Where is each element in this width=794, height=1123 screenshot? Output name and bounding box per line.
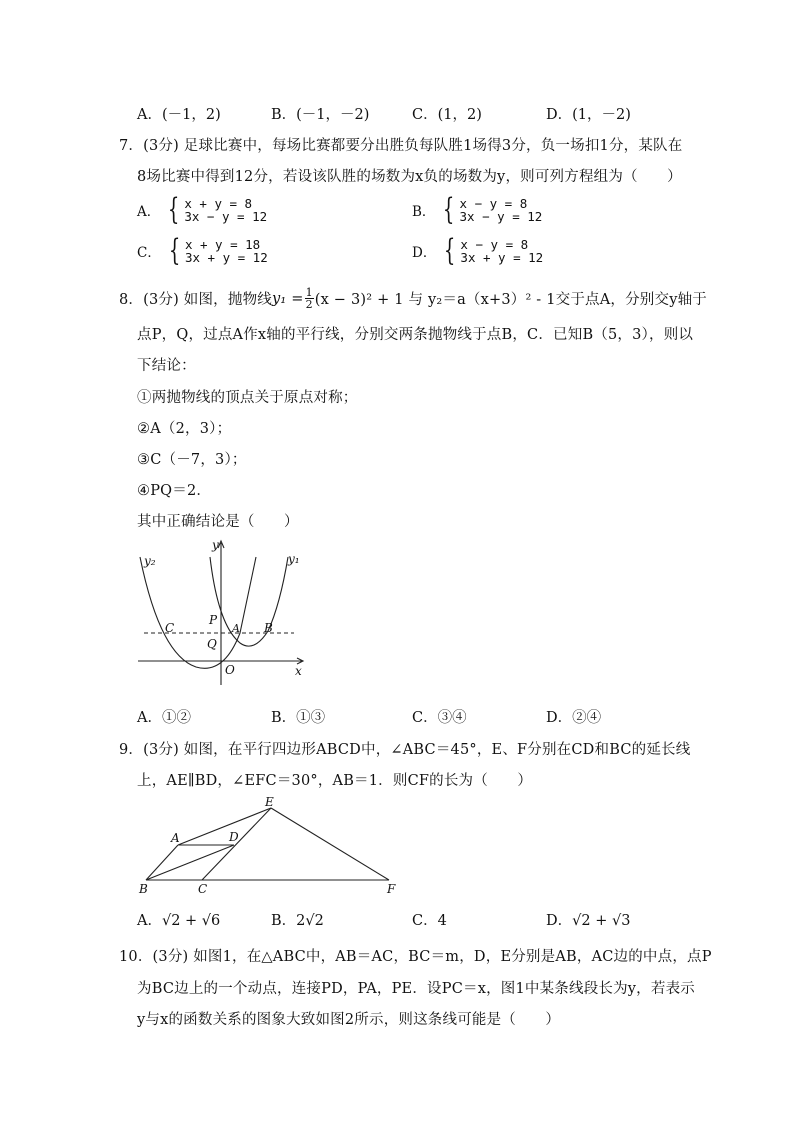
q9-line-1: 9．(3分) 如图，在平行四边形ABCD中，∠ABC＝45°，E、F分别在CD和BC的延长线 [119,742,691,758]
label-a: A [171,831,180,845]
label-e: E [265,795,274,809]
equation: x + y = 18 [184,237,261,252]
q8-y1: y₁ = [271,290,304,307]
segment-bd [146,845,234,880]
equation: 3x + y = 12 [460,250,544,265]
q9-line-2: 上，AE∥BD，∠EFC＝30°，AB＝1．则CF的长为（ ） [137,773,533,789]
segment-ce [202,808,271,880]
q9-option-a: A．√2 + √6 [137,913,221,929]
q8-line-1-end: (x − 3)² + 1 与 y₂＝a（x+3）² - 1交于点A，分别交y轴于 [314,292,707,308]
label-b: B [264,621,273,635]
q6-option-b: B．(－1，－2) [271,107,370,123]
q8-conclusion-1: ①两抛物线的顶点关于原点对称； [137,390,358,406]
q7-option-b [412,192,543,227]
label-y: y [212,538,219,552]
q7-line-1: 7．(3分) 足球比赛中，每场比赛都要分出胜负每队胜1场得3分，负一场扣1分，某队在 [119,138,683,154]
equation: 3x + y = 12 [184,250,268,265]
q8-line-3: 下结论： [137,358,196,374]
brace-icon: { [444,233,456,268]
fraction-denominator: 2 [305,298,313,311]
parabola-y2 [140,557,256,668]
label-c: C [165,621,175,635]
q7-option-a [137,192,268,227]
q6-option-c: C．(1，2) [412,107,482,123]
label-y2: y₂ [144,554,156,568]
fraction-half [305,287,314,310]
option-label: C． [137,245,161,261]
q8-question: 其中正确结论是（ ） [137,514,299,530]
q8-option-b: B．①③ [271,710,326,726]
q8-conclusion-2: ②A（2，3）； [137,421,232,437]
q8-line-2: 点P，Q，过点A作x轴的平行线，分别交两条抛物线于点B，C．已知B（5，3），则以 [137,327,694,343]
q9-option-d: D．√2 + √3 [546,913,631,929]
q10-line-2: 为BC边上的一个动点，连接PD，PA，PE．设PC＝x，图1中某条线段长为y，若表示 [137,981,695,997]
option-label: A． [137,204,161,220]
label-f: F [387,882,396,895]
q8-option-d: D．②④ [546,710,602,726]
fraction-numerator: 1 [305,286,313,299]
q8-conclusion-3: ③C（－7，3）； [137,452,247,468]
q7-line-2: 8场比赛中得到12分，若设该队胜的场数为x负的场数为y，则可列方程组为（ ） [137,169,682,185]
label-b: B [139,882,148,895]
q6-option-d: D．(1，－2) [546,107,631,123]
equation: 3x − y = 12 [184,209,268,224]
label-d: D [229,830,239,844]
q8-line-1-start: 8．(3分) 如图，抛物线 [119,292,272,308]
equation: x − y = 8 [460,237,529,252]
brace-icon: { [168,233,181,268]
q8-option-c: C．③④ [412,710,467,726]
segment-ef [271,808,389,880]
q7-option-d [412,233,544,268]
q7-option-c [137,233,268,268]
q10-line-1: 10．(3分) 如图1，在△ABC中，AB＝AC，BC＝m，D，E分别是AB，AC边的中点，点P [119,949,712,965]
segment-ab [146,845,178,880]
q8-option-a: A．①② [137,710,191,726]
label-c: C [198,882,208,895]
label-x: x [295,664,302,678]
q10-line-3: y与x的函数关系的图象大致如图2所示，则这条线可能是（ ） [137,1012,561,1028]
label-q: Q [207,637,217,651]
label-o: O [225,663,235,677]
equation: x − y = 8 [459,196,528,211]
q8-parabola-figure [130,535,315,685]
segment-ae [178,808,271,845]
q9-option-b: B．2√2 [271,913,324,929]
brace-icon: { [168,192,180,227]
q9-parallelogram-figure [130,795,405,895]
option-label: D． [412,245,437,261]
q8-line-1 [119,287,707,310]
q6-option-a: A．(－1，2) [137,107,221,123]
label-a: A [232,622,240,635]
equation: 3x − y = 12 [459,209,543,224]
brace-icon: { [443,192,455,227]
equation: x + y = 8 [184,196,253,211]
label-y1: y₁ [288,552,300,566]
option-label: B． [412,204,436,220]
q8-conclusion-4: ④PQ＝2． [137,483,212,499]
label-p: P [209,613,218,627]
q9-option-c: C．4 [412,913,447,929]
